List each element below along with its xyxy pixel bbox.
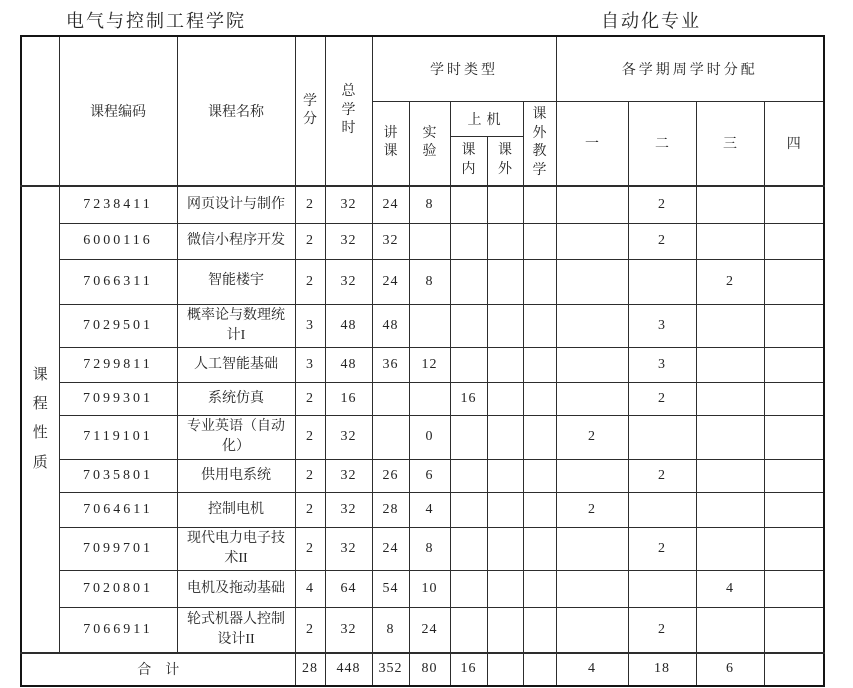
cell-total-hours: 32	[325, 608, 372, 653]
table-row	[21, 459, 824, 492]
cell-sem2	[628, 416, 696, 460]
cell-code: 7066911	[59, 608, 177, 653]
cell-sem3	[696, 383, 764, 416]
major-title: 自动化专业	[601, 11, 701, 31]
cell-sem2: 2	[628, 383, 696, 416]
cell-total-hours: 32	[325, 527, 372, 571]
cell-sem4	[764, 259, 824, 304]
cell-computer-out	[487, 608, 523, 653]
header-semester-1: 一	[556, 101, 628, 186]
cell-extra	[523, 348, 556, 383]
cell-sem2: 2	[628, 459, 696, 492]
cell-credits: 2	[295, 259, 325, 304]
cell-lecture: 54	[372, 571, 409, 608]
cell-computer-out	[487, 223, 523, 259]
table-row	[21, 608, 824, 653]
cell-total-hours: 16	[325, 383, 372, 416]
total-lecture: 352	[372, 653, 409, 686]
cell-code: 7099301	[59, 383, 177, 416]
total-computer-out	[487, 653, 523, 686]
cell-sem2: 3	[628, 348, 696, 383]
cell-code: 7029501	[59, 304, 177, 348]
cell-name: 系统仿真	[177, 383, 295, 416]
cell-lecture: 24	[372, 186, 409, 223]
cell-computer-out	[487, 186, 523, 223]
cell-sem1	[556, 527, 628, 571]
total-label: 合 计	[21, 653, 295, 686]
cell-sem3: 2	[696, 259, 764, 304]
header-semester-2: 二	[628, 101, 696, 186]
cell-sem1	[556, 459, 628, 492]
cell-name: 人工智能基础	[177, 348, 295, 383]
cell-experiment: 12	[409, 348, 450, 383]
course-nature-cell	[21, 186, 59, 653]
cell-sem4	[764, 223, 824, 259]
cell-credits: 2	[295, 608, 325, 653]
cell-lecture: 36	[372, 348, 409, 383]
total-sem1: 4	[556, 653, 628, 686]
cell-computer-out	[487, 348, 523, 383]
cell-lecture: 26	[372, 459, 409, 492]
total-sem2: 18	[628, 653, 696, 686]
cell-code: 7035801	[59, 459, 177, 492]
header-computer-in	[450, 136, 487, 186]
cell-credits: 2	[295, 459, 325, 492]
cell-code: 7066311	[59, 259, 177, 304]
cell-name: 控制电机	[177, 492, 295, 527]
cell-computer-in	[450, 223, 487, 259]
total-extra	[523, 653, 556, 686]
table-row	[21, 259, 824, 304]
header-row-1	[21, 36, 824, 101]
cell-sem1	[556, 608, 628, 653]
cell-sem4	[764, 492, 824, 527]
cell-lecture: 48	[372, 304, 409, 348]
cell-sem2: 2	[628, 186, 696, 223]
cell-experiment: 8	[409, 527, 450, 571]
cell-sem2	[628, 259, 696, 304]
cell-sem3	[696, 492, 764, 527]
cell-code: 7020801	[59, 571, 177, 608]
cell-sem2	[628, 492, 696, 527]
cell-total-hours: 32	[325, 259, 372, 304]
cell-extra	[523, 527, 556, 571]
cell-computer-in	[450, 571, 487, 608]
cell-name: 网页设计与制作	[177, 186, 295, 223]
total-credits: 28	[295, 653, 325, 686]
cell-lecture	[372, 416, 409, 460]
table-row	[21, 492, 824, 527]
curriculum-table	[20, 35, 825, 687]
cell-sem2: 2	[628, 223, 696, 259]
cell-sem3	[696, 304, 764, 348]
cell-sem3	[696, 527, 764, 571]
nature-header-empty-cell	[21, 36, 59, 186]
cell-sem2	[628, 571, 696, 608]
cell-sem1: 2	[556, 416, 628, 460]
cell-extra	[523, 186, 556, 223]
cell-sem3	[696, 348, 764, 383]
cell-experiment	[409, 383, 450, 416]
cell-computer-in	[450, 304, 487, 348]
cell-code: 7099701	[59, 527, 177, 571]
cell-credits: 2	[295, 383, 325, 416]
cell-sem3	[696, 459, 764, 492]
total-sem4	[764, 653, 824, 686]
header-hour-types-group: 学时类型	[372, 36, 556, 101]
cell-lecture: 28	[372, 492, 409, 527]
header-extra-teaching-label: 课外教学	[532, 107, 547, 178]
header-total-hours	[325, 36, 372, 186]
cell-extra	[523, 416, 556, 460]
cell-total-hours: 32	[325, 416, 372, 460]
table-row	[21, 304, 824, 348]
header-experiment	[409, 101, 450, 186]
cell-sem3	[696, 608, 764, 653]
cell-experiment: 24	[409, 608, 450, 653]
cell-sem1	[556, 223, 628, 259]
cell-sem4	[764, 304, 824, 348]
cell-computer-out	[487, 304, 523, 348]
cell-credits: 2	[295, 527, 325, 571]
cell-experiment	[409, 223, 450, 259]
cell-name: 微信小程序开发	[177, 223, 295, 259]
cell-computer-out	[487, 416, 523, 460]
cell-sem2: 2	[628, 527, 696, 571]
cell-computer-in	[450, 416, 487, 460]
table-row	[21, 383, 824, 416]
table-row	[21, 186, 824, 223]
cell-sem4	[764, 527, 824, 571]
cell-sem1	[556, 186, 628, 223]
cell-name: 现代电力电子技术II	[177, 527, 295, 571]
cell-name: 智能楼宇	[177, 259, 295, 304]
cell-code: 6000116	[59, 223, 177, 259]
total-experiment: 80	[409, 653, 450, 686]
cell-sem4	[764, 383, 824, 416]
cell-code: 7119101	[59, 416, 177, 460]
cell-extra	[523, 492, 556, 527]
cell-sem4	[764, 186, 824, 223]
cell-extra	[523, 304, 556, 348]
cell-sem1: 2	[556, 492, 628, 527]
cell-total-hours: 32	[325, 492, 372, 527]
header-computer-out-label: 课外	[498, 143, 512, 177]
cell-computer-in	[450, 492, 487, 527]
cell-lecture	[372, 383, 409, 416]
cell-sem3	[696, 416, 764, 460]
cell-total-hours: 32	[325, 223, 372, 259]
cell-experiment: 0	[409, 416, 450, 460]
cell-code: 7299811	[59, 348, 177, 383]
cell-total-hours: 64	[325, 571, 372, 608]
cell-experiment: 4	[409, 492, 450, 527]
course-nature-label: 课程性质	[32, 366, 48, 471]
cell-computer-out	[487, 492, 523, 527]
cell-extra	[523, 223, 556, 259]
total-hours: 448	[325, 653, 372, 686]
header-semester-3: 三	[696, 101, 764, 186]
cell-computer-out	[487, 571, 523, 608]
cell-name: 电机及拖动基础	[177, 571, 295, 608]
cell-name: 轮式机器人控制设计II	[177, 608, 295, 653]
cell-code: 7064611	[59, 492, 177, 527]
cell-computer-in	[450, 186, 487, 223]
header-semester-4: 四	[764, 101, 824, 186]
cell-credits: 2	[295, 416, 325, 460]
cell-credits: 4	[295, 571, 325, 608]
cell-credits: 2	[295, 223, 325, 259]
cell-credits: 3	[295, 304, 325, 348]
cell-extra	[523, 259, 556, 304]
cell-total-hours: 48	[325, 304, 372, 348]
header-computer-out	[487, 136, 523, 186]
cell-lecture: 8	[372, 608, 409, 653]
cell-name: 供用电系统	[177, 459, 295, 492]
cell-sem1	[556, 348, 628, 383]
college-title: 电气与控制工程学院	[66, 11, 246, 31]
cell-computer-out	[487, 259, 523, 304]
cell-total-hours: 32	[325, 459, 372, 492]
cell-credits: 3	[295, 348, 325, 383]
table-row	[21, 416, 824, 460]
cell-sem1	[556, 571, 628, 608]
cell-sem1	[556, 304, 628, 348]
cell-sem2: 3	[628, 304, 696, 348]
cell-computer-in	[450, 459, 487, 492]
total-row	[21, 653, 824, 686]
header-semester-group: 各学期周学时分配	[556, 36, 824, 101]
cell-experiment: 8	[409, 259, 450, 304]
cell-name: 专业英语（自动化）	[177, 416, 295, 460]
cell-sem1	[556, 383, 628, 416]
cell-computer-out	[487, 527, 523, 571]
table-row	[21, 223, 824, 259]
cell-computer-in	[450, 259, 487, 304]
cell-sem4	[764, 571, 824, 608]
header-extra-teaching	[523, 101, 556, 186]
cell-sem4	[764, 416, 824, 460]
cell-computer-out	[487, 383, 523, 416]
cell-sem4	[764, 348, 824, 383]
table-row	[21, 527, 824, 571]
cell-experiment: 8	[409, 186, 450, 223]
cell-lecture: 24	[372, 259, 409, 304]
cell-credits: 2	[295, 492, 325, 527]
header-credits-label: 学分	[303, 93, 317, 127]
cell-experiment: 6	[409, 459, 450, 492]
header-computer-in-label: 课内	[461, 143, 476, 177]
cell-name: 概率论与数理统计I	[177, 304, 295, 348]
cell-total-hours: 32	[325, 186, 372, 223]
table-row	[21, 571, 824, 608]
header-experiment-label: 实验	[422, 125, 437, 160]
header-course-code: 课程编码	[59, 36, 177, 186]
header-lecture	[372, 101, 409, 186]
cell-sem4	[764, 459, 824, 492]
cell-computer-in	[450, 527, 487, 571]
cell-computer-in: 16	[450, 383, 487, 416]
cell-sem3: 4	[696, 571, 764, 608]
table-row	[21, 348, 824, 383]
cell-credits: 2	[295, 186, 325, 223]
cell-extra	[523, 571, 556, 608]
cell-computer-in	[450, 348, 487, 383]
cell-computer-in	[450, 608, 487, 653]
cell-extra	[523, 459, 556, 492]
cell-total-hours: 48	[325, 348, 372, 383]
cell-sem2: 2	[628, 608, 696, 653]
cell-lecture: 32	[372, 223, 409, 259]
cell-extra	[523, 608, 556, 653]
cell-experiment: 10	[409, 571, 450, 608]
header-credits	[295, 36, 325, 186]
cell-computer-out	[487, 459, 523, 492]
total-sem3: 6	[696, 653, 764, 686]
total-computer-in: 16	[450, 653, 487, 686]
cell-sem4	[764, 608, 824, 653]
cell-extra	[523, 383, 556, 416]
header-course-name: 课程名称	[177, 36, 295, 186]
cell-lecture: 24	[372, 527, 409, 571]
header-lecture-label: 讲课	[383, 125, 398, 160]
cell-sem3	[696, 186, 764, 223]
cell-code: 7238411	[59, 186, 177, 223]
cell-sem3	[696, 223, 764, 259]
header-computer-group: 上机	[450, 101, 523, 136]
cell-experiment	[409, 304, 450, 348]
header-total-hours-label: 总学时	[341, 84, 356, 137]
cell-sem1	[556, 259, 628, 304]
